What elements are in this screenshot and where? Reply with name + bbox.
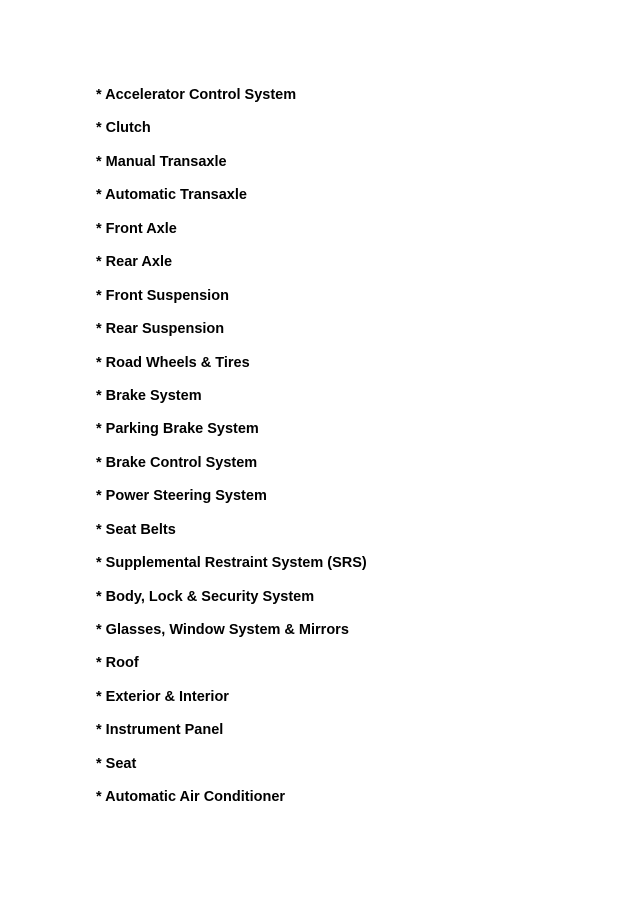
list-item: * Brake Control System (96, 454, 258, 471)
list-item: * Automatic Transaxle (96, 187, 247, 204)
list-item: * Clutch (96, 120, 151, 137)
list-item: * Body, Lock & Security System (96, 588, 315, 605)
list-item: * Accelerator Control System (96, 87, 297, 103)
list-item: * Parking Brake System (96, 421, 259, 438)
list-item: * Manual Transaxle (96, 153, 227, 170)
list-item: * Brake System (96, 387, 202, 404)
list-item: * Road Wheels & Tires (96, 354, 250, 371)
list-item: * Power Steering System (96, 488, 267, 505)
list-item: * Front Axle (96, 220, 177, 237)
list-item: * Front Suspension (96, 287, 229, 304)
list-item: * Glasses, Window System & Mirrors (96, 622, 349, 638)
section-list (96, 85, 367, 821)
list-item: * Rear Axle (96, 254, 173, 271)
list-item: * Seat (96, 755, 137, 772)
list-item: * Automatic Air Conditioner (96, 789, 286, 806)
list-item: * Roof (96, 655, 139, 672)
list-item: * Rear Suspension (96, 321, 225, 338)
list-item: * Exterior & Interior (96, 688, 229, 705)
list-item: * Supplemental Restraint System (SRS) (96, 555, 367, 572)
list-item: * Instrument Panel (96, 722, 224, 739)
list-item: * Seat Belts (96, 521, 176, 538)
